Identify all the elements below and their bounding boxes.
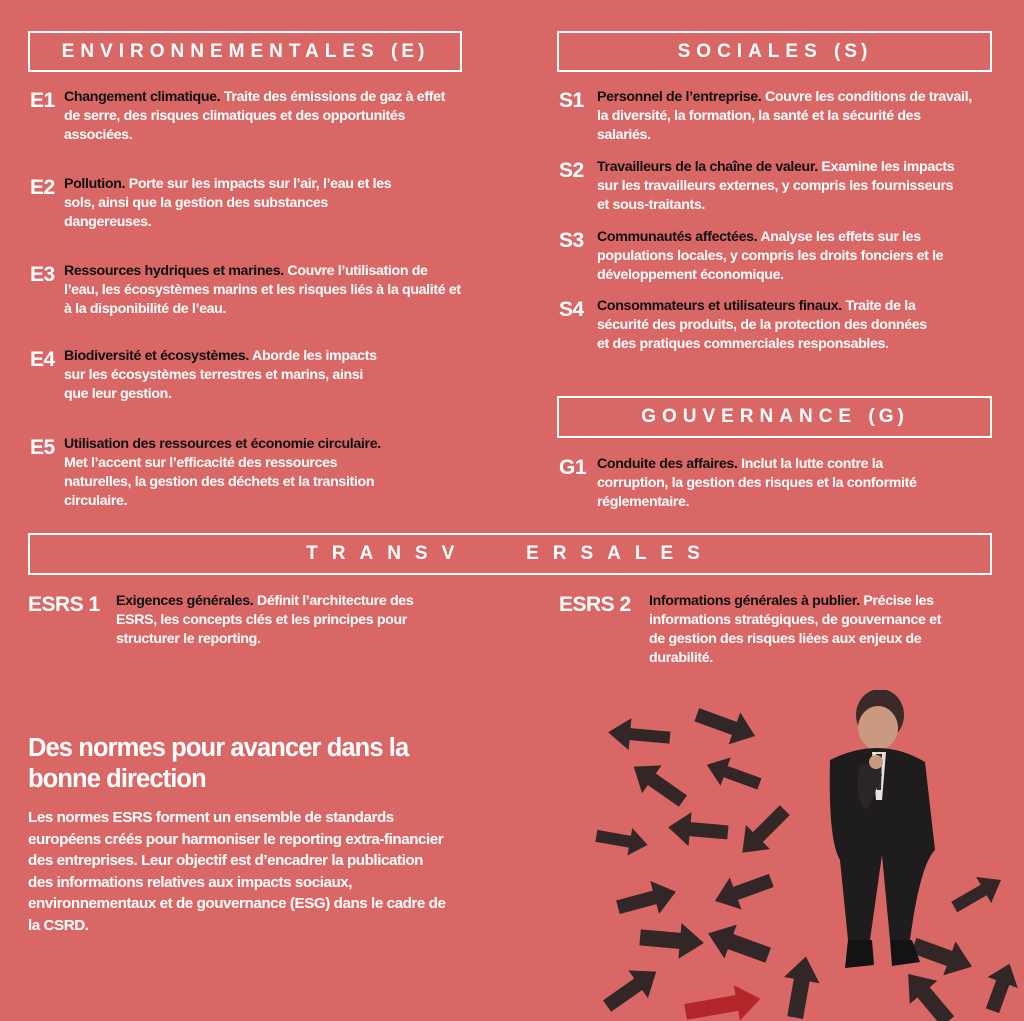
section-header-environnementales: [28, 31, 462, 72]
item-description: Aborde les impacts sur les écosystèmes terrestres et marins, ainsi que leur gestion.: [64, 348, 377, 402]
item-code: E2: [30, 176, 55, 199]
section-header-label: TRANSV ERSALES: [306, 543, 714, 564]
section-header-label: GOUVERNANCE: [641, 406, 858, 427]
item-title: Communautés affectées.: [597, 229, 758, 245]
item-title: Conduite des affaires.: [597, 456, 738, 472]
item-title: Travailleurs de la chaîne de valeur.: [597, 159, 818, 175]
item-description: Couvre les conditions de travail, la diversité, la formation, la santé et la sécurité des salariés.: [597, 89, 972, 143]
item-code: S4: [559, 298, 584, 321]
item-code: E1: [30, 89, 55, 112]
section-header-code: (S): [834, 40, 872, 62]
section-header-code: (G): [868, 406, 908, 427]
item-title: Personnel de l’entreprise.: [597, 89, 762, 105]
soc-item-s1: [559, 88, 999, 145]
env-item-e1: [30, 88, 470, 145]
item-code: S3: [559, 229, 584, 252]
gov-item-g1: [559, 455, 999, 512]
trans-item-esrs1: [28, 592, 498, 649]
section-header-transversales: [28, 533, 992, 575]
env-item-e2: [30, 175, 470, 232]
item-description: Traite des émissions de gaz à effet de serre, des risques climatiques et des opportunités associées.: [64, 89, 446, 143]
trans-item-esrs2: [559, 592, 1019, 668]
item-title: Exigences générales.: [116, 593, 254, 609]
section-header-gouvernance: [557, 396, 992, 438]
item-description: Porte sur les impacts sur l’air, l’eau et les sols, ainsi que la gestion des substances dangereuses.: [64, 176, 392, 230]
item-title: Ressources hydriques et marines.: [64, 263, 284, 279]
item-title: Utilisation des ressources et économie circulaire.: [64, 436, 381, 452]
soc-item-s2: [559, 158, 999, 215]
item-code: S1: [559, 89, 584, 112]
item-description: Analyse les effets sur les populations locales, y compris les droits fonciers et le développement économique.: [597, 229, 944, 283]
section-header-sociales: [557, 31, 992, 72]
env-item-e4: [30, 347, 470, 404]
intro-paragraph: Les normes ESRS forment un ensemble de standards européens créés pour harmoniser le reporting extra-financier des entreprises. Leur objectif est d’encadrer la publication des informations relatives aux impacts sociaux, environnementaux et de gouvernance (ESG) dans le cadre de la CSRD.: [28, 809, 446, 934]
item-code: E4: [30, 348, 55, 371]
soc-item-s3: [559, 228, 999, 285]
item-description: Inclut la lutte contre la corruption, la gestion des risques et la conformité réglementaire.: [597, 456, 917, 510]
item-code: E3: [30, 263, 55, 286]
man-with-arrows-illustration: [590, 690, 1024, 1021]
item-code: G1: [559, 456, 587, 479]
soc-item-s4: [559, 297, 999, 354]
item-description: Précise les informations stratégiques, de gouvernance et de gestion des risques liées aux enjeux de durabilité.: [649, 593, 942, 666]
item-title: Changement climatique.: [64, 89, 221, 105]
item-code: E5: [30, 436, 55, 459]
headline: Des normes pour avancer dans la bonne direction: [28, 734, 409, 793]
item-code: ESRS 2: [559, 593, 631, 616]
item-title: Pollution.: [64, 176, 126, 192]
section-header-label: SOCIALES: [677, 40, 823, 62]
env-item-e5: [30, 435, 470, 511]
item-description: Examine les impacts sur les travailleurs externes, y compris les fournisseurs et sous-traitants.: [597, 159, 955, 213]
env-item-e3: [30, 262, 470, 319]
item-title: Biodiversité et écosystèmes.: [64, 348, 249, 364]
item-description: Met l’accent sur l’efficacité des ressources naturelles, la gestion des déchets et la transition circulaire.: [64, 455, 375, 509]
section-header-code: (E): [391, 40, 429, 62]
item-code: ESRS 1: [28, 593, 100, 616]
item-description: Couvre l’utilisation de l’eau, les écosystèmes marins et les risques liés à la qualité et à la disponibilité de l’eau.: [64, 263, 461, 317]
item-description: Définit l’architecture des ESRS, les concepts clés et les principes pour structurer le reporting.: [116, 593, 414, 647]
section-header-label: ENVIRONNEMENTALES: [61, 40, 380, 62]
item-description: Traite de la sécurité des produits, de la protection des données et des pratiques commerciales responsables.: [597, 298, 927, 352]
item-title: Informations générales à publier.: [649, 593, 860, 609]
item-code: S2: [559, 159, 584, 182]
item-title: Consommateurs et utilisateurs finaux.: [597, 298, 842, 314]
man-figure: [830, 690, 935, 968]
